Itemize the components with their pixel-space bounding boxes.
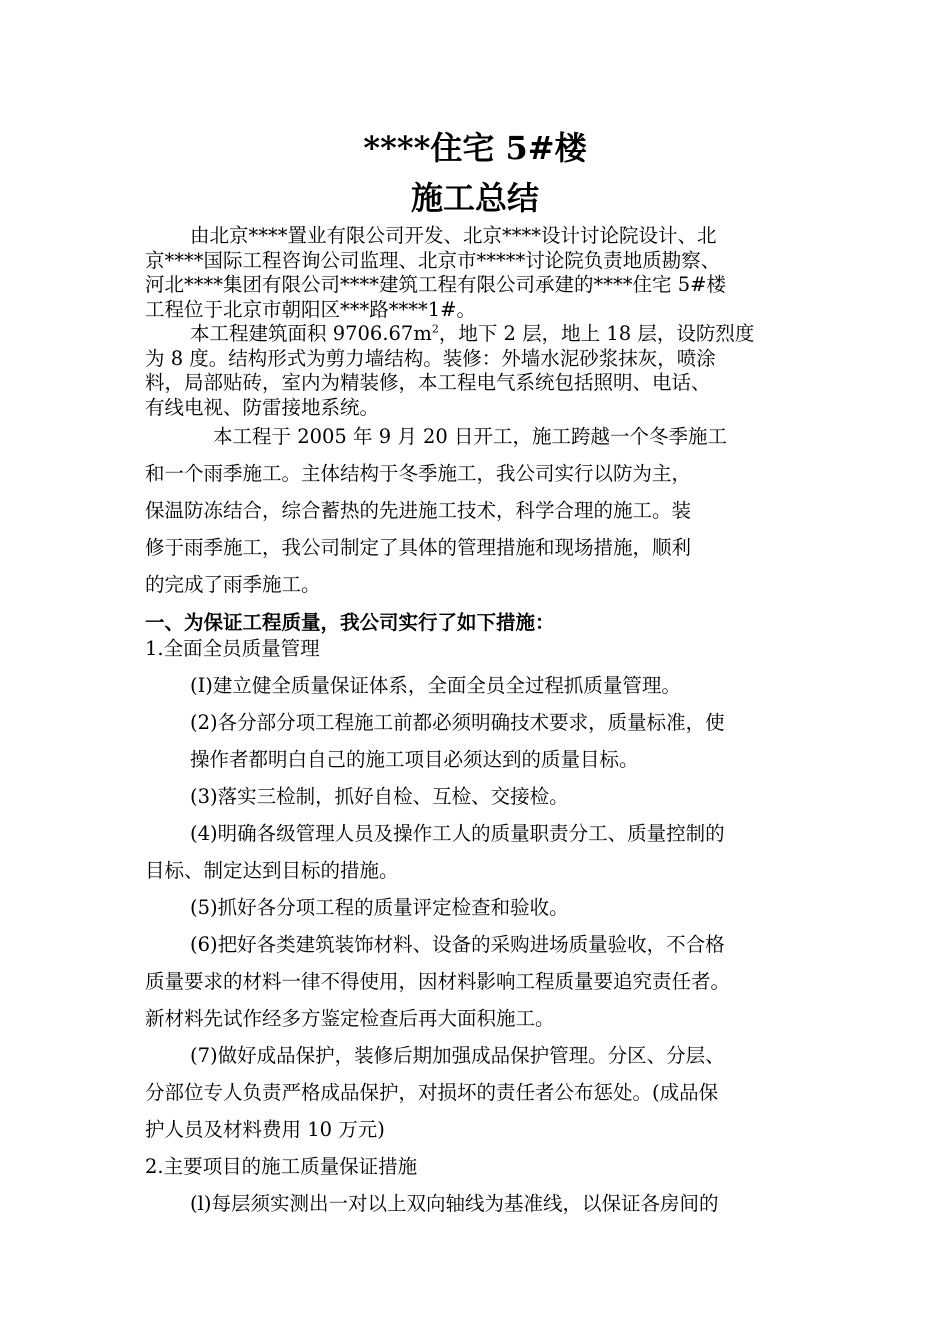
subsection-title: 2.主要项目的施工质量保证措施 [145,1155,418,1178]
floors-text: ，地下 2 层，地上 18 层，设防烈度 [438,322,755,345]
intro-p1-line: 河北****集团有限公司****建筑工程有限公司承建的****住宅 5#楼 [145,273,726,296]
document-title-line1: ****住宅 5#楼 [363,129,587,167]
measure-item-7-cont: 分部位专人负责严格成品保护，对损坏的责任者公布惩处。(成品保 [145,1081,719,1104]
measure-item-5: (5)抓好各分项工程的质量评定检查和验收。 [190,896,569,919]
intro-p1-line: 由北京****置业有限公司开发、北京****设计讨论院设计、北 [190,224,717,247]
subsection-title: 1.全面全员质量管理 [145,637,320,660]
intro-p2-line: 有线电视、防雷接地系统。 [145,395,380,419]
building-area-text: 本工程建筑面积 9706.67m [190,322,432,345]
document-title-line2: 施工总结 [410,179,539,217]
measure-item-4-cont: 目标、制定达到目标的措施。 [145,859,399,882]
section-heading: 一、为保证工程质量，我公司实行了如下措施： [145,611,555,634]
quality-measures-section [145,630,810,1222]
measure-item-6: (6)把好各类建筑装饰材料、设备的采购进场质量验收，不合格 [190,933,725,956]
intro-section [145,224,810,420]
schedule-line: 和一个雨季施工。主体结构于冬季施工，我公司实行以防为主， [145,462,692,485]
intro-p2-line: 料，局部贴砖，室内为精装修，本工程电气系统包括照明、电话、 [145,371,711,394]
measure-item-2: (2)各分部分项工程施工前都必须明确技术要求，质量标准，使 [190,711,725,734]
measure-item-3: (3)落实三检制，抓好自检、互检、交接检。 [190,785,569,808]
schedule-line: 本工程于 2005 年 9 月 20 日开工，施工跨越一个冬季施工 [213,425,728,448]
intro-p1-line: 工程位于北京市朝阳区***路****1#。 [145,297,476,321]
measure-item-4: (4)明确各级管理人员及操作工人的质量职责分工、质量控制的 [190,822,725,845]
subsection2-item-1: (l)每层须实测出一对以上双向轴线为基准线，以保证各房间的 [190,1192,719,1215]
schedule-line: 的完成了雨季施工。 [145,573,321,596]
intro-p2-line: 为 8 度。结构形式为剪力墙结构。装修：外墙水泥砂浆抹灰，喷涂 [145,346,716,370]
measure-item-7-cont: 护人员及材料费用 10 万元) [145,1118,385,1141]
schedule-line: 修于雨季施工，我公司制定了具体的管理措施和现场措施，顺利 [145,536,692,559]
schedule-line: 保温防冻结合，综合蓄热的先进施工技术，科学合理的施工。装 [145,499,692,522]
measure-item-2-cont: 操作者都明白自己的施工项目必须达到的质量目标。 [190,748,639,771]
measure-item-7: (7)做好成品保护，装修后期加强成品保护管理。分区、分层、 [190,1044,725,1067]
intro-p2-first-line [145,322,810,347]
measure-item-1: (I)建立健全质量保证体系，全面全员全过程抓质量管理。 [190,674,681,697]
schedule-paragraph [145,418,810,603]
superscript-2: 2 [431,322,439,336]
intro-p1-line: 京****国际工程咨询公司监理、北京市*****讨论院负责地质勘察、 [145,248,721,272]
measure-item-6-cont: 新材料先试作经多方鉴定检查后再大面积施工。 [145,1007,555,1030]
measure-item-6-cont: 质量要求的材料一律不得使用，因材料影响工程质量要追究责任者。 [145,970,731,993]
